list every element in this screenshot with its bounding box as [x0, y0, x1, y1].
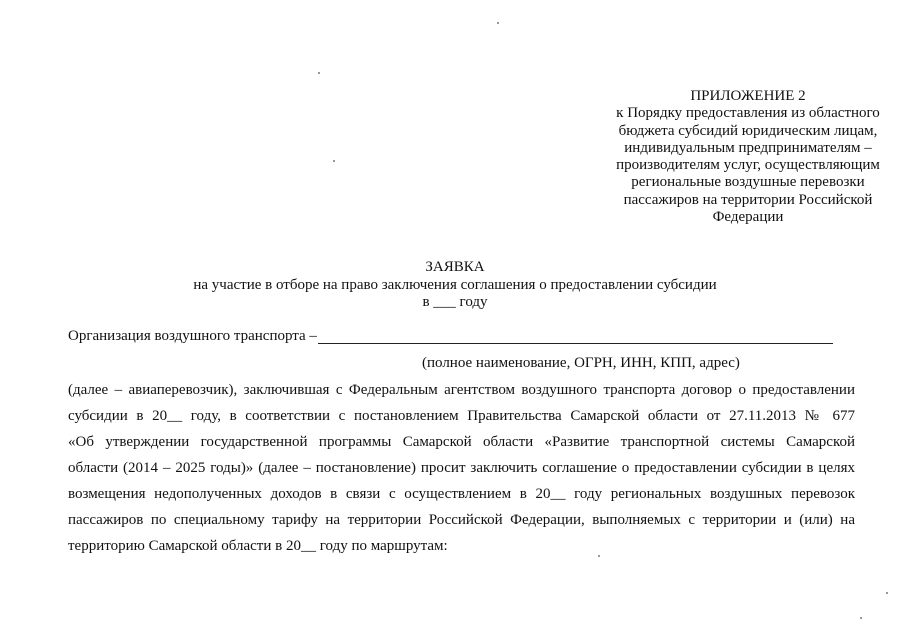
organization-field	[318, 343, 833, 344]
body-line: области (2014 – 2025 годы)» (далее – постановление) просит заключить соглашение о предоставлении субсидии в целях	[68, 460, 855, 476]
scan-speck	[497, 22, 499, 24]
body-line: субсидии в 20__ году, в соответствии с постановлением Правительства Самарской области от 27.11.2013 № 677	[68, 408, 855, 424]
scan-speck	[318, 72, 320, 74]
appendix-title: ПРИЛОЖЕНИЕ 2	[690, 88, 806, 104]
appendix-header	[578, 88, 905, 226]
document-title: ЗАЯВКА	[425, 259, 485, 275]
scan-speck	[333, 160, 335, 162]
appendix-line: бюджета субсидий юридическим лицам,	[618, 122, 878, 139]
scan-speck	[598, 555, 600, 557]
year-line: в ___ году	[422, 294, 488, 310]
body-line: территорию Самарской области в 20__ году по маршрутам:	[68, 538, 448, 554]
body-line: пассажиров по специальному тарифу на территории Российской Федерации, выполняемых с территории и (или) на	[68, 512, 855, 528]
appendix-line: региональные воздушные перевозки	[631, 174, 865, 191]
organization-label: Организация воздушного транспорта –	[68, 328, 317, 344]
scan-speck	[860, 617, 862, 619]
body-paragraph	[68, 380, 855, 562]
document-subtitle: на участие в отборе на право заключения соглашения о предоставлении субсидии	[193, 277, 717, 293]
appendix-line: к Порядку предоставления из областного	[616, 105, 880, 122]
body-line: (далее – авиаперевозчик), заключившая с Федеральным агентством воздушного транспорта договор о предоставлении	[68, 382, 855, 398]
body-line: «Об утверждении государственной программы Самарской области «Развитие транспортной системы Самарской	[68, 434, 855, 450]
appendix-line: производителям услуг, осуществляющим	[616, 157, 880, 174]
body-line: возмещения недополученных доходов в связи с осуществлением в 20__ году региональных воздушных перевозок	[68, 486, 855, 502]
appendix-line: Федерации	[712, 209, 784, 226]
scan-speck	[886, 592, 888, 594]
appendix-line: индивидуальным предпринимателям –	[624, 139, 872, 156]
organization-caption: (полное наименование, ОГРН, ИНН, КПП, адрес)	[422, 355, 740, 371]
appendix-line: пассажиров на территории Российской	[623, 191, 873, 208]
